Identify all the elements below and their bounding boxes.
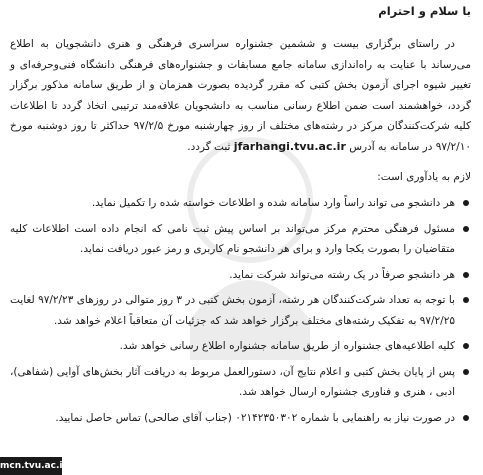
intro-paragraph	[10, 34, 471, 157]
list-item: در صورت نیاز به راهنمایی با شماره ۰۲۱۴۲۳۵۰۳۰۲ (جناب آقای صالحی) تماس حاصل نمایید.	[10, 408, 471, 429]
greeting: با سلام و احترام	[378, 4, 471, 18]
intro-text: در راستای برگزاری بیست و ششمین جشنواره سراسری فرهنگی و هنری دانشجویان به اطلاع می‌رساند با عنایت به راه‌اندازی سامانه جامع مسابقات و جشنواره‌های فرهنگی دانشگاه فنی‌وحرفه‌ای و تغییر شیوه اجرای آزمون بخش کتبی که مقرر گردیده بصورت همزمان و از طریق سامانه مذکور برگزار گردد، خواهشمند است ضمن اطلاع رسانی مناسب به دانشجویان علاقه‌مند ترتیبی اتخاذ گردد تا اطلاعات کلیه شرکت‌کنندگان مرکز در رشته‌های مختلف از روز چهارشنبه مورخ ۹۷/۲/۵ حداکثر تا روز دوشنبه مورخ ۹۷/۲/۱۰ در سامانه به آدرس	[10, 38, 471, 153]
bullet-icon	[463, 369, 469, 375]
bullet-icon	[463, 415, 469, 421]
bullet-icon	[463, 200, 469, 206]
bullet-icon	[463, 226, 469, 232]
list-item: هر دانشجو می تواند راساً وارد سامانه شده و اطلاعات خواسته شده را تکمیل نماید.	[10, 193, 471, 214]
list-item: مسئول فرهنگی محترم مرکز می‌تواند بر اساس پیش ثبت نامی که انجام داده است اطلاعات کلیه متقاضیان را بصورت یکجا وارد و برای هر دانشجو نام کاربری و رمز عبور دریافت نماید.	[10, 219, 471, 260]
site-badge: mcn.tvu.ac.ir	[0, 457, 62, 475]
reminder-list	[10, 193, 471, 428]
reminder-label: لازم به یادآوری است:	[377, 171, 471, 183]
bullet-icon	[463, 297, 469, 303]
list-item: پس از پایان بخش کتبی و اعلام نتایج آن، دستورالعمل مربوط به دریافت آثار بخش‌های آوایی (شفاهی)، ادبی ، هنری و فناوری جشنواره ارسال خواهد شد.	[10, 362, 471, 403]
bullet-icon	[463, 272, 469, 278]
list-item: کلیه اطلاعیه‌های جشنواره از طریق سامانه جشنواره اطلاع رسانی خواهد شد.	[10, 336, 471, 357]
list-item: با توجه به تعداد شرکت‌کنندگان هر رشته، آزمون بخش کتبی در ۳ روز متوالی در روزهای ۹۷/۲/۲۳ لغایت ۹۷/۲/۲۵ به تفکیک رشته‌های مختلف برگزار خواهد شد که جزئیات آن متعاقباً اعلام خواهد شد.	[10, 290, 471, 331]
intro-end: ثبت گردد.	[187, 140, 234, 153]
bullet-icon	[463, 343, 469, 349]
portal-url[interactable]: jfarhangi.tvu.ac.ir	[233, 139, 346, 153]
list-item: هر دانشجو صرفاً در یک رشته می‌تواند شرکت نماید.	[10, 265, 471, 286]
